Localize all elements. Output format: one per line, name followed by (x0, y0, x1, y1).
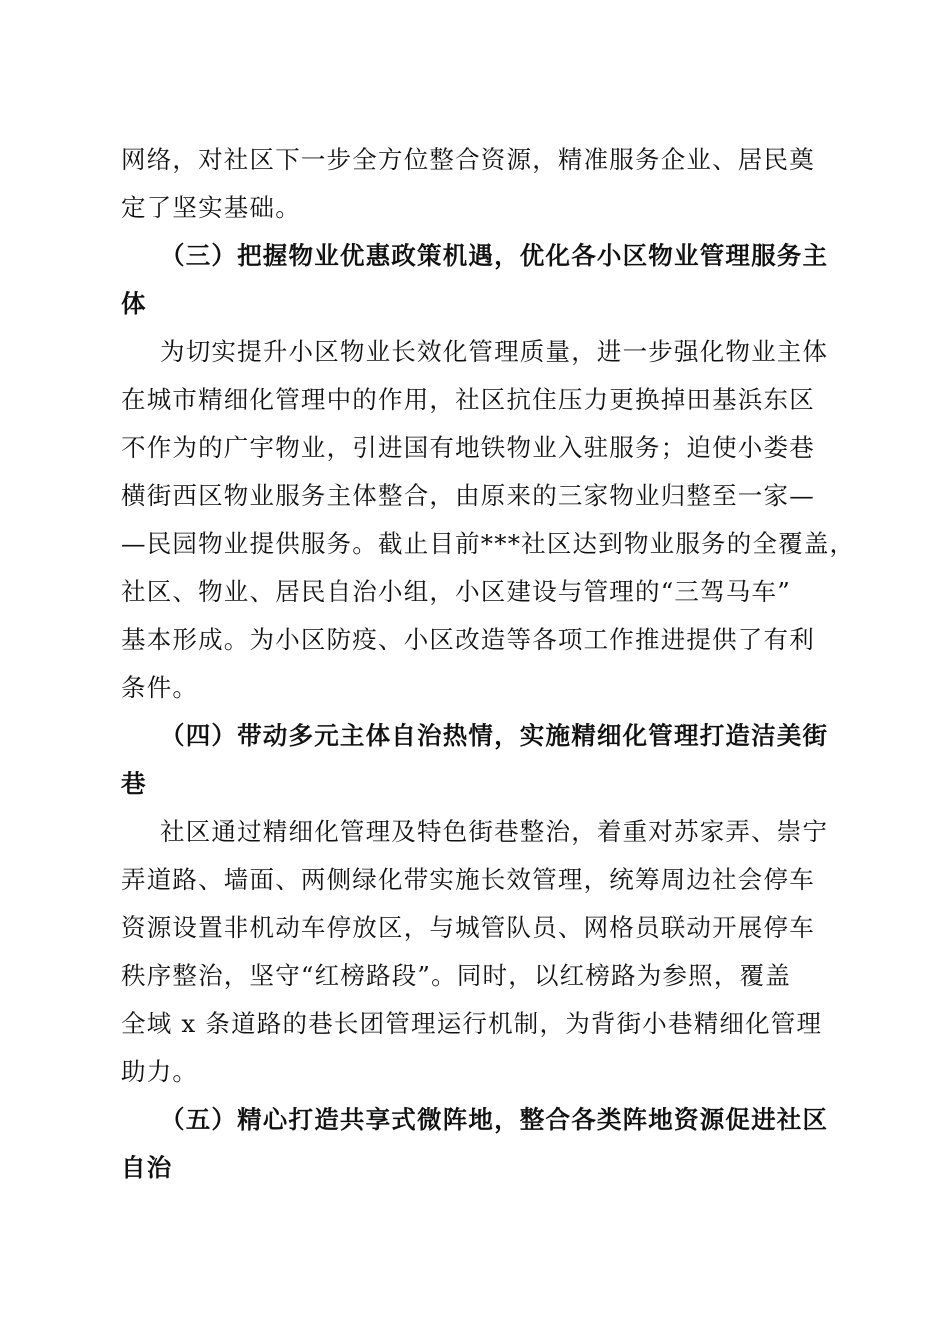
section-heading-4-cont: 巷 (121, 769, 147, 798)
body-text-line: 社区、物业、居民自治小组，小区建设与管理的“三驾马车” (121, 577, 791, 606)
body-text-line: 社区通过精细化管理及特色街巷整治，着重对苏家弄、崇宁 (160, 817, 829, 846)
section-heading-3-cont: 体 (121, 289, 147, 318)
body-text-line: 横街西区物业服务主体整合，由原来的三家物业归整至一家— (121, 481, 815, 510)
body-text-line: 秩序整治，坚守“红榜路段”。同时，以红榜路为参照，覆盖 (121, 961, 791, 990)
body-text-line: 基本形成。为小区防疫、小区改造等各项工作推进提供了有利 (121, 625, 815, 654)
body-text-line: 全域 x 条道路的巷长团管理运行机制，为背街小巷精细化管理 (121, 1009, 823, 1038)
section-heading-3: （三）把握物业优惠政策机遇，优化各小区物业管理服务主 (160, 241, 829, 270)
section-heading-4: （四）带动多元主体自治热情，实施精细化管理打造洁美街 (160, 721, 829, 750)
body-text-line: 定了坚实基础。 (121, 193, 301, 222)
section-heading-5-cont: 自治 (121, 1153, 173, 1182)
body-text-line: —民园物业提供服务。截止目前***社区达到物业服务的全覆盖， (121, 529, 856, 558)
body-text-line: 为切实提升小区物业长效化管理质量，进一步强化物业主体 (160, 337, 829, 366)
body-text-line: 不作为的广宇物业，引进国有地铁物业入驻服务；迫使小娄巷 (121, 433, 815, 462)
body-text-line: 网络，对社区下一步全方位整合资源，精准服务企业、居民奠 (121, 145, 815, 174)
body-text-line: 助力。 (121, 1057, 199, 1086)
body-text-line: 弄道路、墙面、两侧绿化带实施长效管理，统筹周边社会停车 (121, 865, 815, 894)
section-heading-5: （五）精心打造共享式微阵地，整合各类阵地资源促进社区 (160, 1105, 829, 1134)
body-text-line: 条件。 (121, 673, 199, 702)
body-text-line: 在城市精细化管理中的作用，社区抗住压力更换掉田基浜东区 (121, 385, 815, 414)
body-text-line: 资源设置非机动车停放区，与城管队员、网格员联动开展停车 (121, 913, 815, 942)
